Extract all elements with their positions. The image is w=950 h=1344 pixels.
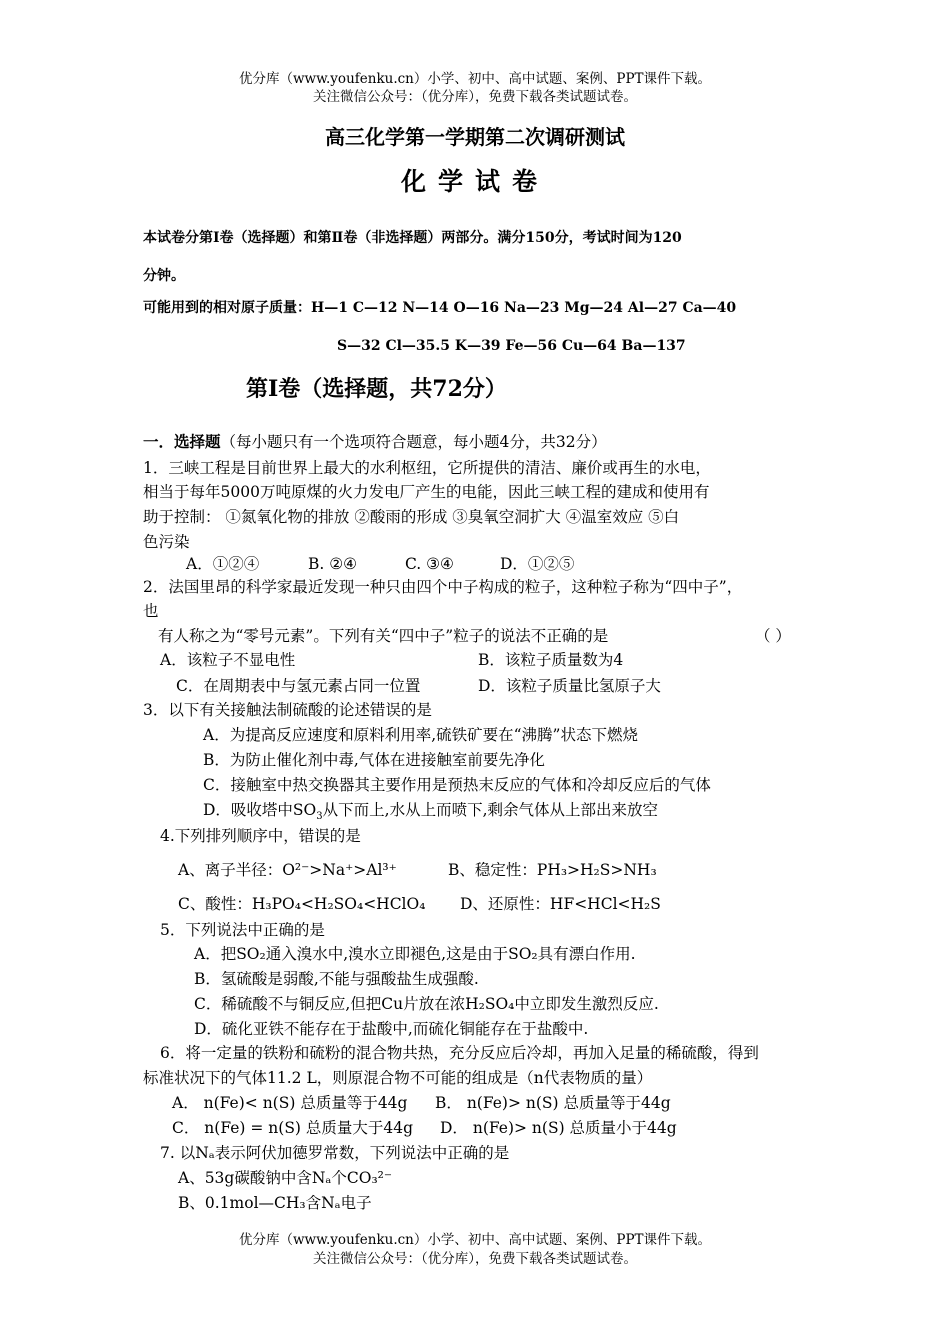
- q1-line-3: 助于控制： ①氮氧化物的排放 ②酸雨的形成 ③臭氧空洞扩大 ④温室效应 ⑤白: [143, 508, 680, 526]
- q3-option-d-part1: D．吸收塔中SO: [203, 801, 317, 819]
- header-line-1: 优分库（www.youfenku.cn）小学、初中、高中试题、案例、PPT课件下载。: [238, 71, 712, 87]
- q2-line-2: 也: [143, 602, 159, 620]
- q6-line-1: 6．将一定量的铁粉和硫粉的混合物共热，充分反应后冷却，再加入足量的稀硫酸，得到: [160, 1044, 759, 1062]
- q7-option-a: A、53g碳酸钠中含Nₐ个CO₃²⁻: [178, 1169, 393, 1187]
- q2-option-a: A．该粒子不显电性: [160, 651, 296, 669]
- q3-option-d-part2: 从下而上,水从上而喷下,剩余气体从上部出来放空: [322, 801, 658, 819]
- header-line-2: 关注微信公众号：（优分库），免费下载各类试题试卷。: [313, 89, 637, 105]
- q2-option-b: B．该粒子质量数为4: [478, 651, 624, 669]
- q4-option-a: A、离子半径：O²⁻>Na⁺>Al³⁺: [178, 861, 397, 879]
- q4-option-d: D、还原性：HF<HCl<H₂S: [460, 895, 661, 913]
- footer-line-2: 关注微信公众号：（优分库），免费下载各类试题试卷。: [313, 1251, 637, 1267]
- q6-option-a: A． n(Fe)< n(S) 总质量等于44g: [172, 1094, 408, 1112]
- q5-stem: 5．下列说法中正确的是: [160, 921, 325, 939]
- q1-line-4: 色污染: [143, 533, 190, 551]
- page-subtitle: 化学试卷: [400, 167, 549, 196]
- q3-stem: 3．以下有关接触法制硫酸的论述错误的是: [143, 701, 432, 719]
- q2-option-d: D．该粒子质量比氢原子大: [478, 677, 661, 695]
- q3-option-b: B．为防止催化剂中毒,气体在进接触室前要先净化: [203, 751, 545, 769]
- part1-heading: [143, 432, 607, 452]
- q1-option-a: A．①②④: [186, 555, 260, 573]
- q2-line-1: 2．法国里昂的科学家最近发现一种只由四个中子构成的粒子，这种粒子称为“四中子”，: [143, 578, 743, 596]
- intro-line-2: 分钟。: [143, 268, 185, 284]
- q1-line-1: 1．三峡工程是目前世界上最大的水利枢纽，它所提供的清洁、廉价或再生的水电，: [143, 459, 711, 477]
- part1-note: （每小题只有一个选项符合题意，每小题4分，共32分）: [220, 433, 607, 451]
- q1-option-c: C. ③④: [405, 555, 454, 573]
- q6-line-2: 标准状况下的气体11.2 L，则原混合物不可能的组成是（n代表物质的量）: [143, 1069, 653, 1087]
- q3-option-a: A．为提高反应速度和原料利用率,硫铁矿要在“沸腾”状态下燃烧: [203, 726, 638, 744]
- q1-line-2: 相当于每年5000万吨原煤的火力发电厂产生的电能，因此三峡工程的建成和使用有: [143, 483, 710, 501]
- q1-option-d: D．①②⑤: [500, 555, 575, 573]
- q2-line-3: 有人称之为“零号元素”。下列有关“四中子”粒子的说法不正确的是: [158, 627, 609, 645]
- q2-answer-paren: （ ）: [755, 627, 791, 645]
- q5-option-a: A．把SO₂通入溴水中,溴水立即褪色,这是由于SO₂具有漂白作用.: [194, 945, 636, 963]
- q5-option-b: B．氢硫酸是弱酸,不能与强酸盐生成强酸.: [194, 970, 479, 988]
- q4-option-b: B、稳定性：PH₃>H₂S>NH₃: [448, 861, 657, 879]
- q1-option-b: B. ②④: [308, 555, 358, 573]
- section-heading: 第I卷（选择题，共72分）: [246, 376, 507, 402]
- q3-option-d-sub: 3: [316, 811, 323, 823]
- intro-line-1: 本试卷分第Ⅰ卷（选择题）和第Ⅱ卷（非选择题）两部分。满分150分，考试时间为120: [143, 230, 682, 246]
- q5-option-c: C．稀硫酸不与铜反应,但把Cu片放在浓H₂SO₄中立即发生激烈反应.: [194, 995, 659, 1013]
- q3-option-c: C．接触室中热交换器其主要作用是预热末反应的气体和冷却反应后的气体: [203, 776, 711, 794]
- q2-option-c: C．在周期表中与氢元素占同一位置: [176, 677, 421, 695]
- page-title: 高三化学第一学期第二次调研测试: [325, 125, 625, 149]
- q5-option-d: D．硫化亚铁不能存在于盐酸中,而硫化铜能存在于盐酸中.: [194, 1020, 589, 1038]
- part1-label: 一．选择题: [143, 432, 221, 451]
- atomic-mass-line-1: 可能用到的相对原子质量：H—1 C—12 N—14 O—16 Na—23 Mg—24 Al—27 Ca—40: [143, 300, 737, 316]
- q6-option-b: B． n(Fe)> n(S) 总质量等于44g: [435, 1094, 671, 1112]
- q7-option-b: B、0.1mol—CH₃含Nₐ电子: [178, 1194, 372, 1212]
- q4-stem: 4.下列排列顺序中，错误的是: [160, 827, 361, 845]
- q4-option-c: C、酸性：H₃PO₄<H₂SO₄<HClO₄: [178, 895, 426, 913]
- q7-stem: 7. 以Nₐ表示阿伏加德罗常数，下列说法中正确的是: [160, 1144, 510, 1162]
- q6-option-d: D． n(Fe)> n(S) 总质量小于44g: [440, 1119, 677, 1137]
- footer-line-1: 优分库（www.youfenku.cn）小学、初中、高中试题、案例、PPT课件下载。: [238, 1232, 712, 1248]
- q6-option-c: C． n(Fe) = n(S) 总质量大于44g: [172, 1119, 414, 1137]
- q3-option-d: [203, 800, 658, 823]
- atomic-mass-line-2: S—32 Cl—35.5 K—39 Fe—56 Cu—64 Ba—137: [337, 338, 686, 354]
